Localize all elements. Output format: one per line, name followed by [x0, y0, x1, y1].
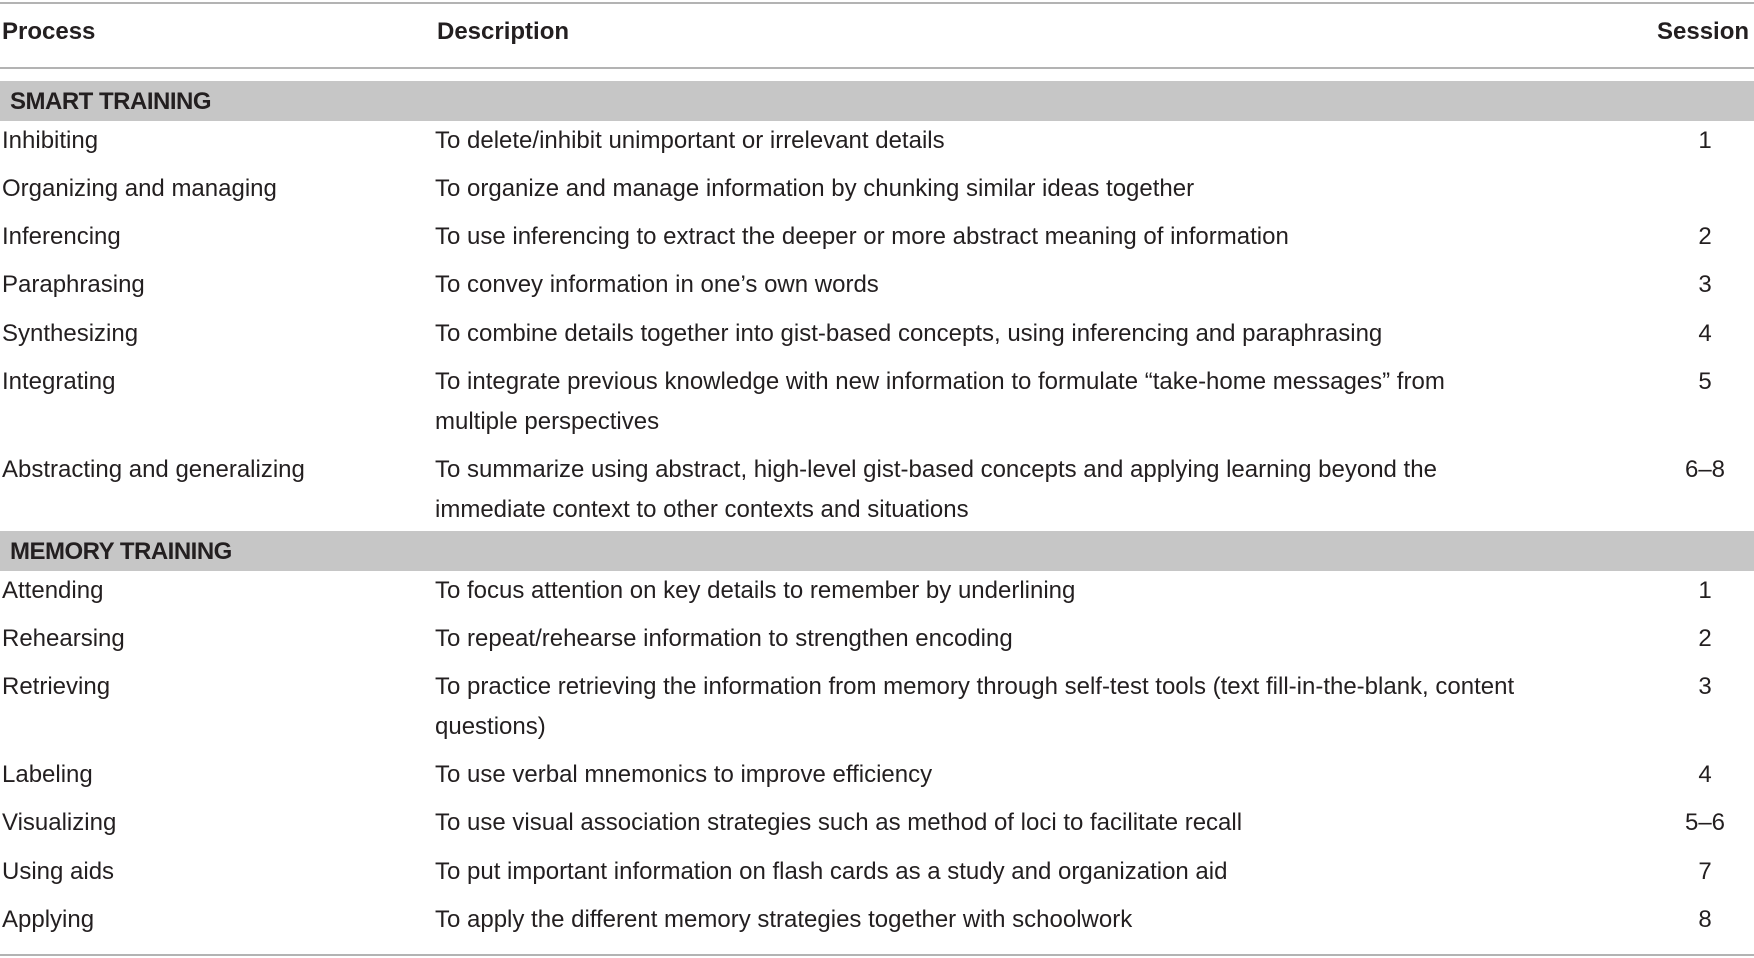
- session-cell: 4: [1698, 320, 1712, 347]
- process-cell: Retrieving: [2, 673, 111, 700]
- process-cell: Synthesizing: [2, 320, 139, 347]
- process-cell: Using aids: [2, 858, 115, 885]
- session-cell: 3: [1698, 271, 1712, 298]
- process-cell: Paraphrasing: [2, 271, 145, 298]
- session-cell: 1: [1698, 127, 1712, 154]
- description-cell: To use inferencing to extract the deeper or more abstract meaning of information: [435, 223, 1289, 250]
- process-cell: Abstracting and generalizing: [2, 456, 305, 483]
- header-rule: [0, 67, 1754, 69]
- process-cell: Applying: [2, 906, 95, 933]
- description-cell: To convey information in one’s own words: [435, 271, 879, 298]
- process-cell: Visualizing: [2, 809, 117, 836]
- description-cell: To practice retrieving the information from memory through self-test tools (text fill-in-the-blank, content questions): [435, 673, 1515, 740]
- header-process: Process: [2, 18, 96, 45]
- section-title: SMART TRAINING: [10, 88, 211, 115]
- process-cell: Organizing and managing: [2, 175, 277, 202]
- section-title: MEMORY TRAINING: [10, 538, 232, 565]
- process-cell: Rehearsing: [2, 625, 125, 652]
- process-cell: Labeling: [2, 761, 93, 788]
- description-cell: To delete/inhibit unimportant or irrelevant details: [435, 127, 945, 154]
- session-cell: 5–6: [1684, 809, 1726, 836]
- table-header: [0, 0, 1754, 68]
- session-cell: 1: [1698, 577, 1712, 604]
- description-cell: To repeat/rehearse information to strengthen encoding: [435, 625, 1013, 652]
- description-cell: To focus attention on key details to remember by underlining: [435, 577, 1076, 604]
- session-cell: 5: [1698, 368, 1712, 395]
- description-cell: To combine details together into gist-based concepts, using inferencing and paraphrasing: [435, 320, 1383, 347]
- description-cell: To use visual association strategies such as method of loci to facilitate recall: [435, 809, 1243, 836]
- session-cell: 2: [1698, 625, 1712, 652]
- bottom-rule: [0, 954, 1754, 956]
- header-description: Description: [437, 18, 570, 45]
- session-cell: 4: [1698, 761, 1712, 788]
- description-cell: To organize and manage information by chunking similar ideas together: [435, 175, 1195, 202]
- process-cell: Inferencing: [2, 223, 121, 250]
- session-cell: 3: [1698, 673, 1712, 700]
- header-session: Session: [1657, 18, 1750, 45]
- process-cell: Integrating: [2, 368, 116, 395]
- process-cell: Inhibiting: [2, 127, 99, 154]
- description-cell: To integrate previous knowledge with new information to formulate “take-home messages” from multiple perspectives: [435, 368, 1445, 435]
- session-cell: 8: [1698, 906, 1712, 933]
- description-cell: To summarize using abstract, high-level gist-based concepts and applying learning beyond the immediate context to other contexts and situations: [435, 456, 1437, 523]
- section-smart-training: [0, 81, 1754, 121]
- process-cell: Attending: [2, 577, 104, 604]
- section-memory-training: [0, 531, 1754, 571]
- description-cell: To put important information on flash cards as a study and organization aid: [435, 858, 1228, 885]
- description-cell: To use verbal mnemonics to improve efficiency: [435, 761, 933, 788]
- session-cell: 2: [1698, 223, 1712, 250]
- session-cell: 6–8: [1684, 456, 1726, 483]
- description-cell: To apply the different memory strategies together with schoolwork: [435, 906, 1133, 933]
- session-cell: 7: [1698, 858, 1712, 885]
